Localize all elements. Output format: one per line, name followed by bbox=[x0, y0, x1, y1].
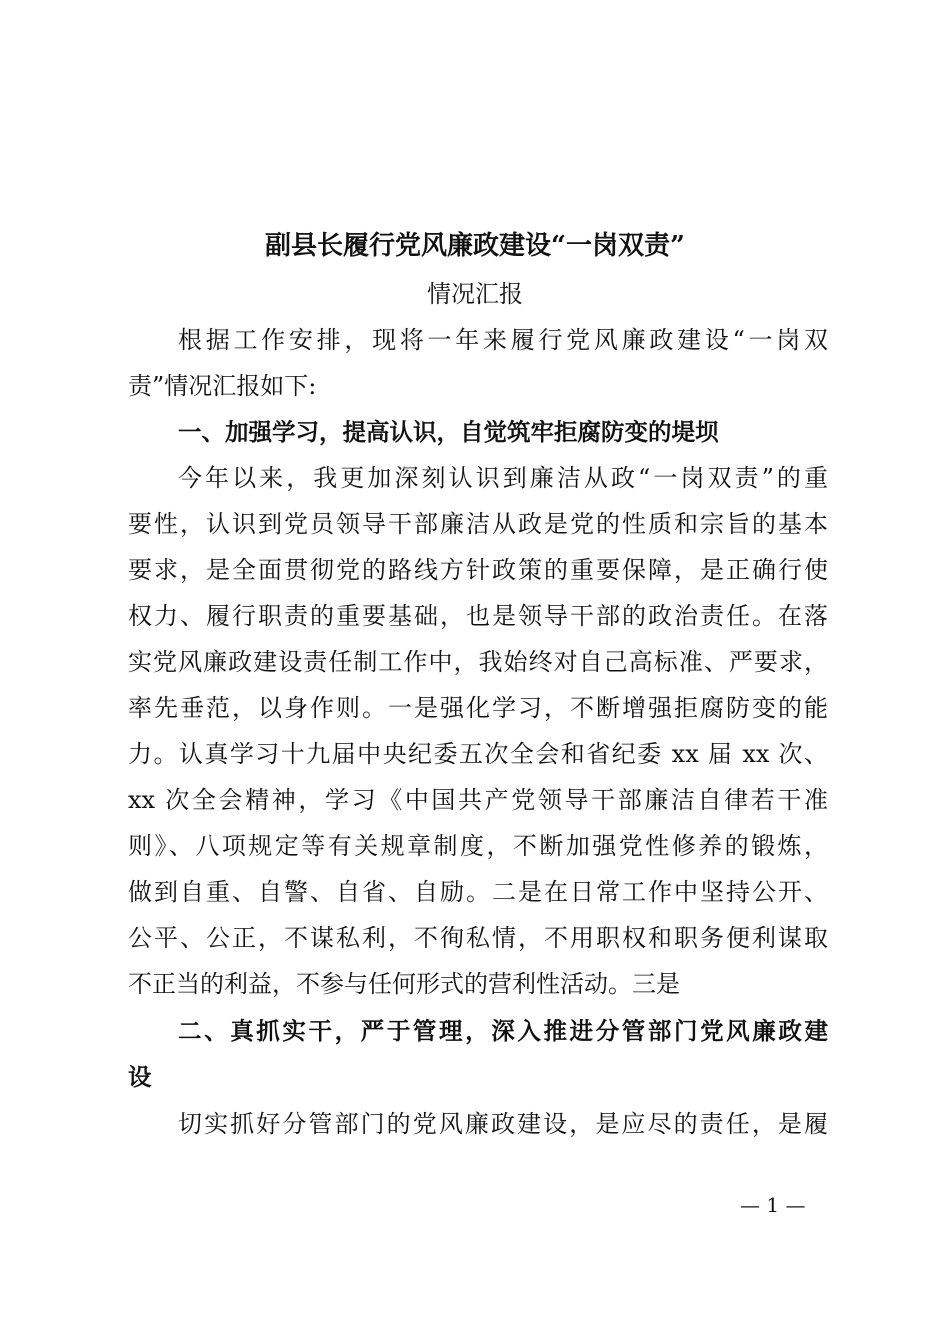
paragraph-line: 要性，认识到党员领导干部廉洁从政是党的性质和宗旨的基本 bbox=[128, 510, 828, 538]
paragraph-line: 率先垂范，以身作则。一是强化学习，不断增强拒腐防变的能 bbox=[128, 694, 828, 722]
paragraph-line: 责”情况汇报如下: bbox=[128, 372, 317, 400]
paragraph-line: 则》、八项规定等有关规章制度，不断加强党性修养的锻炼， bbox=[128, 832, 828, 860]
paragraph-line: 今年以来，我更加深刻认识到廉洁从政“一岗双责”的重 bbox=[178, 464, 828, 492]
document-subtitle: 情况汇报 bbox=[427, 280, 523, 308]
paragraph-line: 根据工作安排，现将一年来履行党风廉政建设“一岗双 bbox=[178, 326, 828, 354]
paragraph-line: 实党风廉政建设责任制工作中，我始终对自己高标准、严要求， bbox=[128, 648, 828, 676]
paragraph-line: 权力、履行职责的重要基础，也是领导干部的政治责任。在落 bbox=[128, 602, 828, 630]
paragraph-line: 力。认真学习十九届中央纪委五次全会和省纪委 xx 届 xx 次、 bbox=[128, 740, 828, 768]
section-heading: 一、加强学习，提高认识，自觉筑牢拒腐防变的堤坝 bbox=[178, 418, 719, 446]
section-heading: 二、真抓实干，严于管理，深入推进分管部门党风廉政建 bbox=[178, 1017, 828, 1045]
page-number: — 1 — bbox=[740, 1193, 806, 1217]
paragraph-line: xx 次全会精神，学习《中国共产党领导干部廉洁自律若干准 bbox=[128, 786, 828, 814]
paragraph-line: 不正当的利益，不参与任何形式的营利性活动。三是 bbox=[128, 970, 680, 998]
paragraph-line: 公平、公正，不谋私利，不徇私情，不用职权和职务便利谋取 bbox=[128, 924, 828, 952]
paragraph-line: 要求，是全面贯彻党的路线方针政策的重要保障，是正确行使 bbox=[128, 556, 828, 584]
section-heading: 设 bbox=[128, 1063, 152, 1091]
document-title: 副县长履行党风廉政建设“一岗双责” bbox=[265, 231, 685, 261]
paragraph-line: 切实抓好分管部门的党风廉政建设，是应尽的责任，是履 bbox=[178, 1110, 828, 1138]
paragraph-line: 做到自重、自警、自省、自励。二是在日常工作中坚持公开、 bbox=[128, 878, 828, 906]
